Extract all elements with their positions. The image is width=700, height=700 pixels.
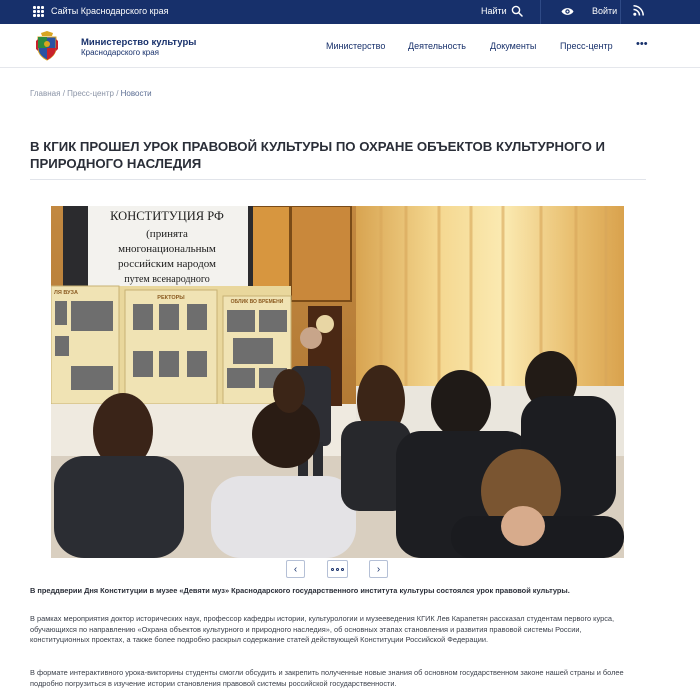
- site-header: [0, 24, 700, 68]
- breadcrumb-separator: /: [62, 89, 65, 98]
- apps-grid-icon[interactable]: [33, 6, 44, 17]
- screen-text: КОНСТИТУЦИЯ РФ: [110, 209, 224, 223]
- article-paragraph: В рамках мероприятия доктор исторических наук, профессор кафедры истории, культурологии и музееведения КГИК Лев Карапетян рассказал студентам первого курса, обучающихся по направлению «Охрана объектов культурного и природного наследия», об основных этапах становления и развития правовой системы России, конституционных проектах, а также более подробно раскрыл содержание статей действующей Конституции Российской Федерации.: [30, 614, 615, 644]
- topbar-divider: [540, 0, 541, 24]
- nav-activity[interactable]: Деятельность: [408, 41, 466, 51]
- breadcrumb-news[interactable]: Новости: [120, 89, 152, 98]
- org-subtitle: Краснодарского края: [81, 48, 159, 57]
- eye-icon[interactable]: [561, 6, 574, 17]
- topbar-divider: [620, 0, 621, 24]
- screen-text: российским народом: [118, 258, 216, 270]
- divider: [30, 179, 646, 180]
- breadcrumb-home[interactable]: Главная: [30, 89, 61, 98]
- search-icon[interactable]: [511, 5, 523, 17]
- slider-next-button[interactable]: ›: [369, 560, 388, 578]
- nav-press-center[interactable]: Пресс-центр: [560, 41, 613, 51]
- slider-gallery-button[interactable]: [327, 560, 348, 578]
- article-lead: В преддверии Дня Конституции в музее «Девяти муз» Краснодарского государственного института культуры состоялся урок правовой культуры.: [30, 586, 570, 595]
- org-title[interactable]: Министерство культуры: [81, 37, 197, 48]
- stand-label: ЛЯ ВУЗА: [54, 290, 78, 296]
- article-paragraph: В формате интерактивного урока-викторины студенты смогли обсудить и закрепить полученные новые знания об основном государственном законе нашей страны и более подробно погрузиться в изучение истории становления правовой системы российской государственности.: [30, 668, 624, 688]
- login-link[interactable]: Войти: [592, 6, 618, 16]
- rss-icon[interactable]: [633, 5, 644, 16]
- krasnodar-coat-of-arms-icon[interactable]: [35, 31, 59, 61]
- regional-sites-link[interactable]: Сайты Краснодарского края: [51, 6, 169, 16]
- top-bar: [0, 0, 700, 24]
- nav-more-button[interactable]: •••: [636, 38, 648, 50]
- nav-documents[interactable]: Документы: [490, 41, 537, 51]
- stand-label: ОБЛИК ВО ВРЕМЕНИ: [230, 299, 284, 305]
- article-photo[interactable]: [51, 206, 624, 558]
- search-link[interactable]: Найти: [481, 6, 507, 16]
- breadcrumb: [30, 89, 152, 98]
- page-title: В КГИК ПРОШЕЛ УРОК ПРАВОВОЙ КУЛЬТУРЫ ПО ОХРАНЕ ОБЪЕКТОВ КУЛЬТУРНОГО И ПРИРОДНОГО НАСЛЕДИЯ: [30, 139, 605, 171]
- nav-ministry[interactable]: Министерство: [326, 41, 386, 51]
- stand-label: РЕКТОРЫ: [157, 295, 185, 301]
- breadcrumb-separator: /: [116, 89, 119, 98]
- screen-text: многонациональным: [118, 243, 216, 255]
- breadcrumb-press-center[interactable]: Пресс-центр: [67, 89, 114, 98]
- lecture-photo-illustration: [51, 206, 624, 558]
- slider-prev-button[interactable]: ‹: [286, 560, 305, 578]
- screen-text: путем всенародного: [124, 274, 210, 285]
- screen-text: (принята: [146, 228, 188, 240]
